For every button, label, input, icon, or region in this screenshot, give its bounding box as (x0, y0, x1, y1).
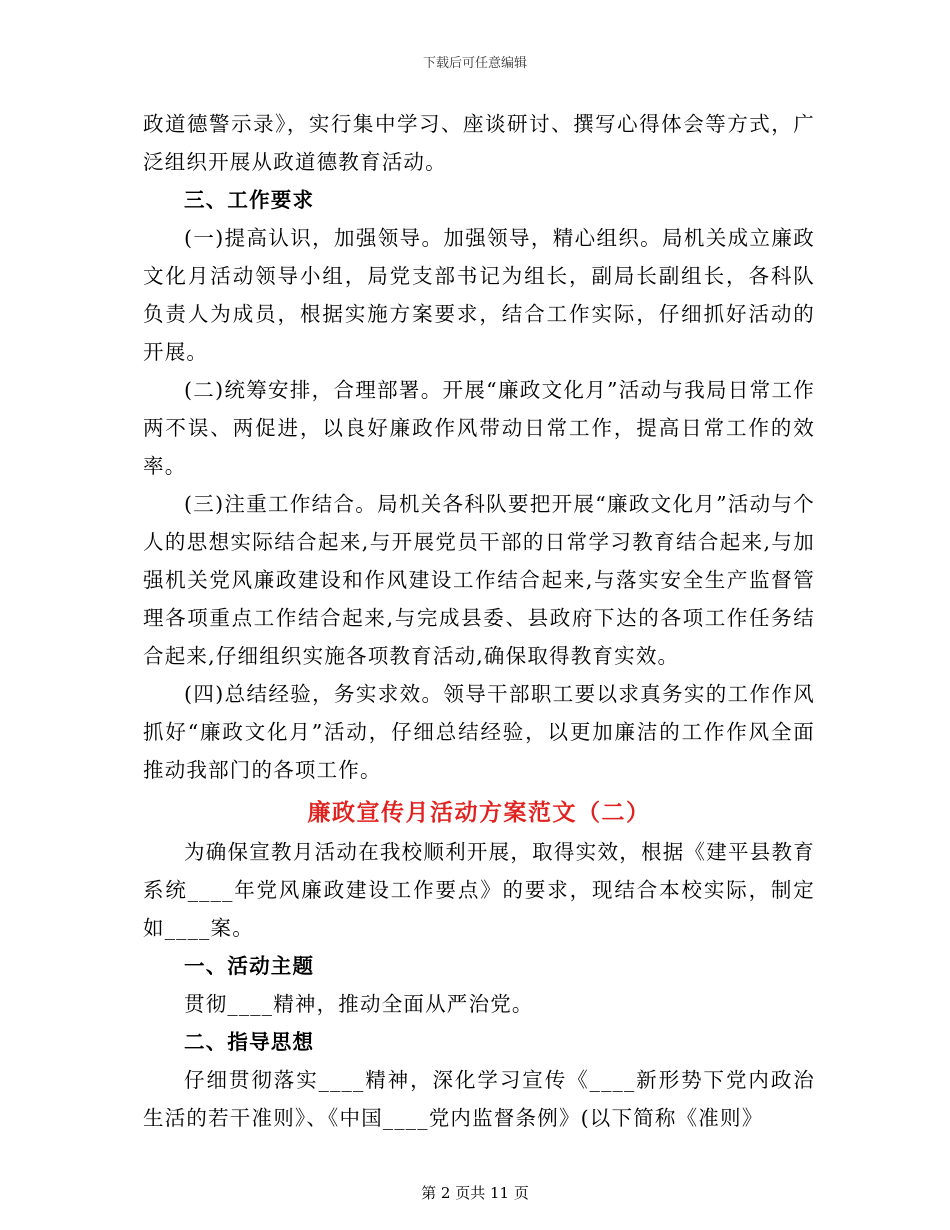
page-footer: 第 2 页共 11 页 (421, 1184, 529, 1202)
paragraph: (三)注重工作结合。局机关各科队要把开展“廉政文化月”活动与个人的思想实际结合起来,与开展党员干部的日常学习教育结合起来,与加强机关党风廉政建设和作风建设工作结合起来,与落实安全生产监督管理各项重点工作结合起来,与完成县委、县政府下达的各项工作任务结合起来,仔细组织实施各项教育活动,确保取得教育实效。 (143, 492, 815, 668)
section-heading: 三、工作要求 (184, 188, 315, 212)
paragraph: 为确保宣教月活动在我校顺利开展，取得实效，根据《建平县教育系统____年党风廉政建设工作要点》的要求，现结合本校实际，制定如____案。 (143, 840, 815, 940)
paragraph: 政道德警示录》，实行集中学习、座谈研讨、撰写心得体会等方式，广泛组织开展从政道德教育活动。 (143, 112, 815, 174)
section-heading: 一、活动主题 (184, 954, 315, 978)
paragraph: 贯彻____精神，推动全面从严治党。 (184, 992, 534, 1016)
paragraph: (一)提高认识，加强领导。加强领导，精心组织。局机关成立廉政文化月活动领导小组，局党支部书记为组长，副局长副组长，各科队负责人为成员，根据实施方案要求，结合工作实际，仔细抓好活动的开展。 (143, 226, 815, 364)
document-title: 廉政宣传月活动方案范文（二） (307, 799, 651, 826)
paragraph: (四)总结经验，务实求效。领导干部职工要以求真务实的工作作风抓好“廉政文化月”活动，仔细总结经验，以更加廉洁的工作作风全面推动我部门的各项工作。 (143, 682, 815, 782)
page-header: 下载后可任意编辑 (422, 56, 527, 71)
section-heading: 二、指导思想 (184, 1030, 315, 1054)
document-body (143, 105, 815, 1137)
paragraph: (二)统筹安排，合理部署。开展“廉政文化月”活动与我局日常工作两不误、两促进，以良好廉政作风带动日常工作，提高日常工作的效率。 (143, 378, 815, 478)
paragraph: 仔细贯彻落实____精神，深化学习宣传《____新形势下党内政治生活的若干准则》、《中国____党内监督条例》(以下简称《准则》 (143, 1068, 815, 1130)
